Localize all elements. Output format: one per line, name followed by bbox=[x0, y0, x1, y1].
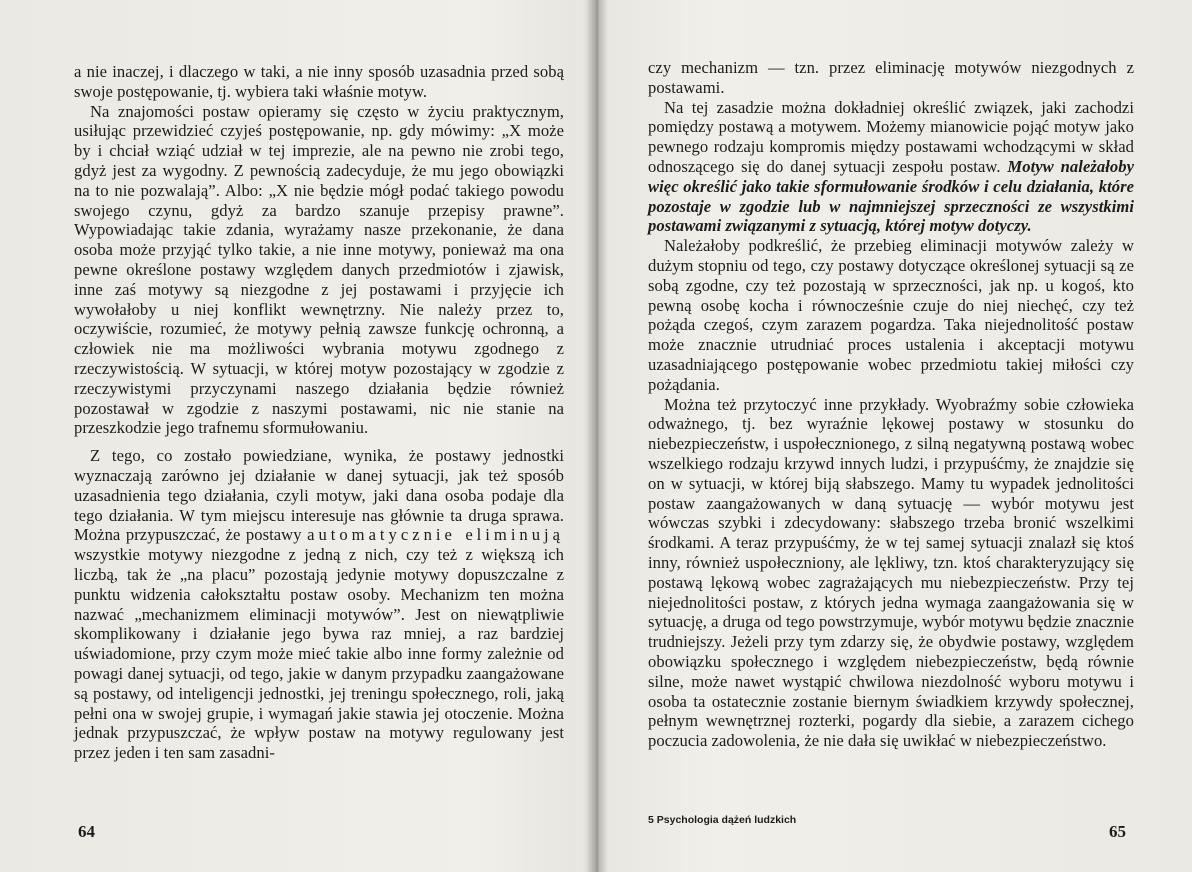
text-run: Z tego, co zostało powiedziane, wynika, że postawy jednostki wyznaczają zarówno jej działanie w danej sytuacji, jak też sposób uzasadnienia tego działania, czyli motyw, jaki dana osoba podaje dla tego działania. W tym miejscu interesuje nas głównie ta druga sprawa. Można przypuszczać, że postawy bbox=[74, 446, 564, 545]
paragraph: Należałoby podkreślić, że przebieg eliminacji motywów zależy w dużym stopniu od tego, czy postawy dotyczące określonej sytuacji są ze sobą zgodne, czy też pozostają w sprzeczności, jak np. u kogoś, kto pewną osobę kocha i równocześnie czuje do niej niechęć, czy też pożąda czegoś, czym zarazem pogardza. Taka niejednolitość postaw może znacznie utrudniać proces ustalenia i akceptacji motywu uzasadniającego postępowanie wobec przedmiotu takiej miłości czy pożądania. bbox=[648, 236, 1134, 394]
paragraph bbox=[648, 98, 1134, 237]
italic-definition: Motyw należałoby więc określić jako takie sformułowanie środków i celu działania, które pozostaje w zgodzie lub w najmniejszej sprzeczności ze wszystkimi postawami związanymi z sytuacją, której motyw dotyczy. bbox=[648, 156, 1134, 236]
paragraph: a nie inaczej, i dlaczego w taki, a nie inny sposób uzasadnia przed sobą swoje postępowanie, tj. wybiera taki właśnie motyw. bbox=[74, 62, 564, 101]
paragraph: Na znajomości postaw opieramy się często w życiu praktycznym, usiłując przewidzieć czyjeś postępowanie, np. gdy mówimy: „X może by i chciał wziąć udział w tej imprezie, ale na pewno nie zrobi tego, gdyż jest za wygodny. Z pewnością zadecyduje, że mu jego obowiązki na to nie pozwalają”. Albo: „X nie będzie mógł podać takiego powodu swojego czynu, gdyż za bardzo szanuje przepisy prawne”. Wypowiadając takie zdania, wyrażamy nasze przekonanie, że dana osoba może przyjąć tylko takie, a nie inne motywy, ponieważ ma ona pewne określone postawy względem danych przedmiotów i zjawisk, inne zaś motywy są niezgodne z jej postawami i przyjęcie ich wywołałoby u niej konflikt wewnętrzny. Nie należy przez to, oczywiście, rozumieć, że motywy pełnią zawsze funkcję ochronną, a człowiek nie ma możliwości wybrania motywu zgodnego z rzeczywistością. W sytuacji, w której motyw pozostający w zgodzie z rzeczywistymi przyczynami naszego działania będzie również pozostawał w zgodzie z naszymi postawami, nic nie stanie na przeszkodzie jego trafnemu sformułowaniu. bbox=[74, 101, 564, 438]
right-page-text bbox=[648, 58, 1134, 751]
paragraph: czy mechanizm — tzn. przez eliminację motywów niezgodnych z postawami. bbox=[648, 58, 1134, 97]
text-run: wszystkie motywy niezgodne z jedną z nich, czy też z większą ich liczbą, tak że „na placu” pozostają jedynie motywy dopuszczalne z punktu widzenia całokształtu postaw osoby. Mechanizm ten można nazwać „mechanizmem eliminacji motywów”. Jest on niewątpliwie skomplikowany i działanie jego bywa raz mniej, a raz bardziej uświadomione, przy czym może mieć takie albo inne formy zależnie od powagi danej sytuacji, od tego, jakie w danym przypadku zaangażowane są postawy, od inteligencji jednostki, jej treningu społecznego, roli, jaką pełni ona w swojej grupie, i wymagań jakie stawia jej otoczenie. Można jednak przypuszczać, że wpływ postaw na motywy regulowany jest przez jeden i ten sam zasadni- bbox=[74, 545, 564, 763]
left-page-text bbox=[74, 62, 564, 763]
running-footer: 5 Psychologia dążeń ludzkich bbox=[648, 814, 797, 826]
right-page bbox=[596, 0, 1192, 872]
page-number: 65 bbox=[1109, 822, 1126, 841]
page-number: 64 bbox=[78, 822, 95, 841]
text-run: Na tej zasadzie można dokładniej określić związek, jaki zachodzi pomiędzy postawą a motywem. Możemy mianowicie pojąć motyw jako pewnego rodzaju kompromis między postawami wchodzącymi w skład odnoszącego się do danej sytuacji zespołu postaw. bbox=[648, 97, 1134, 176]
paragraph: Można też przytoczyć inne przykłady. Wyobraźmy sobie człowieka odważnego, tj. bez wyraźnie lękowej postawy w stosunku do niebezpieczeństw, i uspołecznionego, z silną negatywną postawą wobec wszelkiego rodzaju krzywd innych ludzi, i przypuśćmy, że znajdzie się on w sytuacji, w której biją słabszego. Mamy tu wypadek jednolitości postaw zaangażowanych w daną sytuację — wybór motywu jest wówczas szybki i zdecydowany: słabszego trzeba bronić wszelkimi środkami. A teraz przypuśćmy, że w tej samej sytuacji znalazł się ktoś inny, również uspołeczniony, ale lękliwy, tzn. ktoś charakteryzujący się postawą lękową wobec zagrażających mu niebezpieczeństw. Przy tej niejednolitości postaw, z których jedna wymaga zaangażowania się w sytuację, a druga od tego powstrzymuje, wybór motywu będzie znacznie trudniejszy. Jeżeli przy tym zdarzy się, że obydwie postawy, względem obowiązku społecznego i względem niebezpieczeństw, będą równie silne, może nawet wystąpić chwilowa niezdolność wyboru motywu i osoba ta ostatecznie zostanie biernym świadkiem krzywdy społecznej, pełnym wewnętrznej rozterki, pogardy dla siebie, a zarazem cichego poczucia zadowolenia, że nie dała się uwikłać w niebezpieczeństwo. bbox=[648, 394, 1134, 751]
paragraph bbox=[74, 446, 564, 763]
spaced-emphasis: automatycznie eliminują bbox=[307, 525, 564, 545]
